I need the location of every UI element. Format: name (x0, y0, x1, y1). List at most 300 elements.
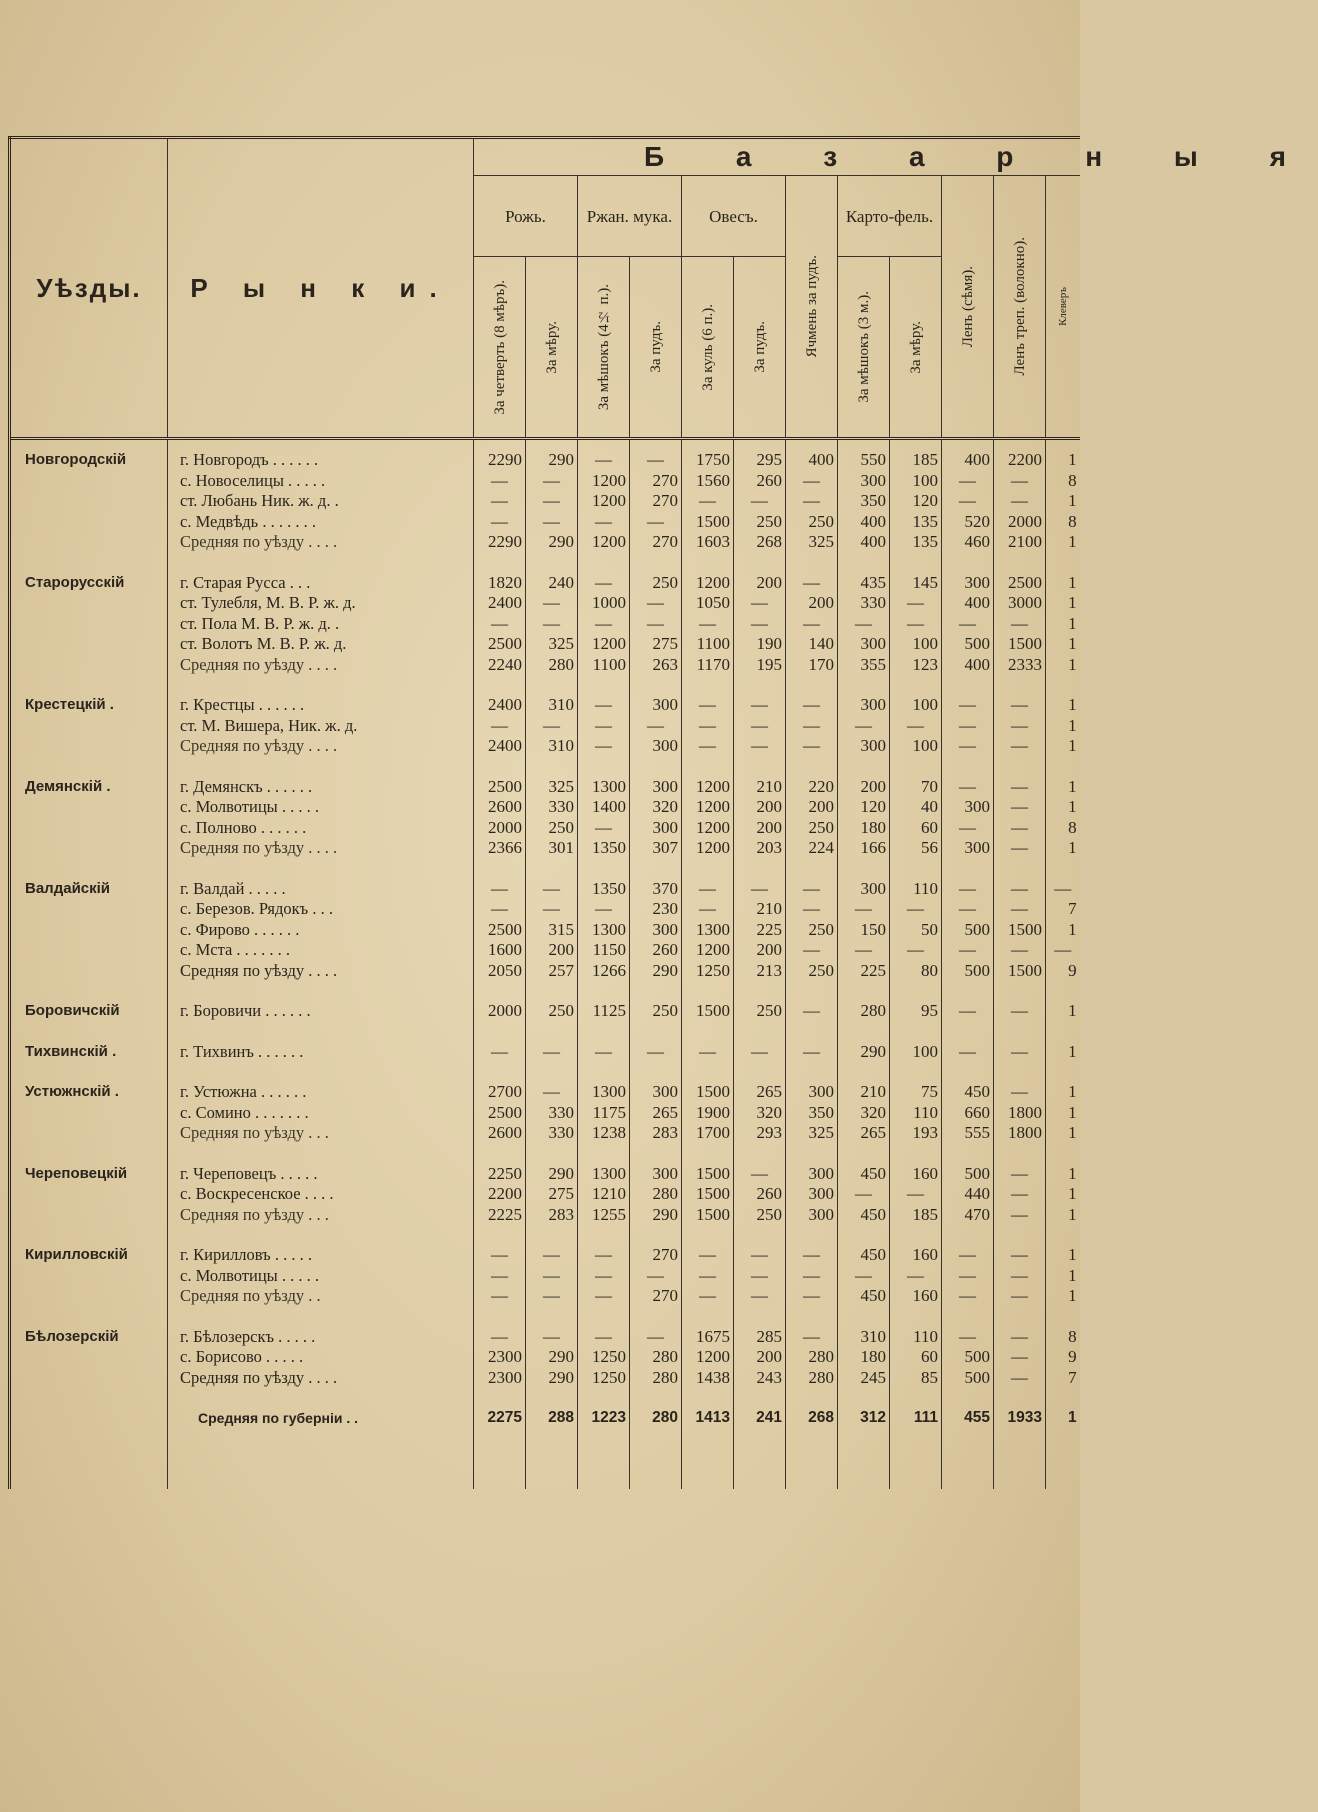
price-cell: — (682, 1245, 734, 1266)
price-cell: 257 (526, 961, 578, 982)
price-cell: 435 (838, 573, 890, 594)
price-cell: 275 (630, 634, 682, 655)
price-cell: — (474, 512, 526, 533)
price-cell: — (526, 614, 578, 635)
uezd-cell: Бѣлозерскій (10, 1327, 168, 1348)
price-cell: — (734, 1286, 786, 1307)
table-row (10, 634, 1080, 655)
price-cell: — (526, 879, 578, 900)
price-cell: 460 (942, 532, 994, 553)
price-cell: — (474, 1042, 526, 1063)
price-cell: — (474, 614, 526, 635)
market-cell: Средняя по уѣзду . . (168, 1286, 474, 1307)
price-cell: 1500 (682, 1001, 734, 1022)
price-cell: — (994, 797, 1046, 818)
market-cell: с. Сомино . . . . . . . (168, 1103, 474, 1124)
price-cell: — (578, 736, 630, 757)
uezd-cell (10, 1286, 168, 1307)
price-cell: 1255 (578, 1205, 630, 1226)
price-cell: 1900 (682, 1103, 734, 1124)
price-cell: 1500 (994, 634, 1046, 655)
price-cell: 1500 (682, 1164, 734, 1185)
price-cell: 1 (1046, 1205, 1080, 1226)
price-cell: 260 (630, 940, 682, 961)
price-cell: — (942, 818, 994, 839)
price-cell: 243 (734, 1368, 786, 1389)
price-cell: 307 (630, 838, 682, 859)
header-rzhan-meshok: За мѣшокъ (4½ п.). (578, 257, 630, 439)
price-cell: 270 (630, 491, 682, 512)
price-cell: 1 (1046, 491, 1080, 512)
header-rzhan-pud: За пудъ. (630, 257, 682, 439)
market-cell: Средняя по уѣзду . . . . (168, 1368, 474, 1389)
market-cell: ст. Любань Ник. ж. д. . (168, 491, 474, 512)
price-cell: 1210 (578, 1184, 630, 1205)
price-cell: — (994, 1347, 1046, 1368)
price-cell: — (838, 1184, 890, 1205)
uezd-cell: Валдайскій (10, 879, 168, 900)
price-cell: 330 (838, 593, 890, 614)
price-cell: 2300 (474, 1368, 526, 1389)
uezd-cell (10, 1103, 168, 1124)
price-cell: 2500 (474, 634, 526, 655)
table-row (10, 450, 1080, 471)
price-cell: — (786, 573, 838, 594)
price-cell: 300 (630, 695, 682, 716)
price-cell: 1 (1046, 573, 1080, 594)
price-cell: — (734, 695, 786, 716)
price-cell: — (474, 879, 526, 900)
price-cell: 1 (1046, 1042, 1080, 1063)
price-cell: 290 (526, 450, 578, 471)
price-cell: 325 (526, 634, 578, 655)
price-cell: 450 (838, 1164, 890, 1185)
price-cell: 8 (1046, 818, 1080, 839)
price-cell: 283 (526, 1205, 578, 1226)
price-cell: 300 (838, 879, 890, 900)
price-cell: 250 (734, 1205, 786, 1226)
price-cell: — (838, 899, 890, 920)
price-cell: 500 (942, 961, 994, 982)
row-gap (10, 1388, 1080, 1408)
price-cell: 2300 (474, 1347, 526, 1368)
price-cell: 1 (1046, 1266, 1080, 1287)
price-cell: 265 (630, 1103, 682, 1124)
price-cell: 8 (1046, 512, 1080, 533)
uezd-cell: Старорусскій (10, 573, 168, 594)
price-cell: — (734, 1042, 786, 1063)
price-cell: 660 (942, 1103, 994, 1124)
price-cell: 1 (1046, 1408, 1080, 1429)
header-rozh: Рожь. (474, 176, 578, 257)
price-cell: 1300 (578, 777, 630, 798)
price-cell: 2000 (474, 1001, 526, 1022)
table-body (10, 439, 1080, 1489)
price-cell: 195 (734, 655, 786, 676)
uezd-cell (10, 838, 168, 859)
price-cell: 250 (526, 1001, 578, 1022)
market-cell: г. Валдай . . . . . (168, 879, 474, 900)
market-cell: с. Воскресенское . . . . (168, 1184, 474, 1205)
price-cell: 1 (1046, 532, 1080, 553)
uezd-cell: Новгородскій (10, 450, 168, 471)
price-cell: 1200 (578, 634, 630, 655)
price-cell: — (942, 899, 994, 920)
price-cell: 241 (734, 1408, 786, 1429)
table-row (10, 940, 1080, 961)
price-cell: 300 (786, 1082, 838, 1103)
table-row (10, 512, 1080, 533)
market-cell: Средняя по уѣзду . . . . (168, 655, 474, 676)
price-cell: — (526, 1286, 578, 1307)
price-cell: 210 (734, 899, 786, 920)
price-cell: 1603 (682, 532, 734, 553)
price-cell: 268 (734, 532, 786, 553)
price-cell: — (786, 716, 838, 737)
header-yachmen: Ячмень за пудъ. (786, 176, 838, 439)
table-row (10, 491, 1080, 512)
price-cell: 1 (1046, 838, 1080, 859)
table-row (10, 1368, 1080, 1389)
table-row (10, 614, 1080, 635)
price-cell: 150 (838, 920, 890, 941)
price-cell: 1100 (682, 634, 734, 655)
table-row (10, 1327, 1080, 1348)
price-cell: — (526, 1245, 578, 1266)
price-cell: — (786, 1327, 838, 1348)
price-cell: — (526, 491, 578, 512)
table-row-average (10, 1205, 1080, 1226)
price-cell: 1 (1046, 716, 1080, 737)
market-cell: Средняя по уѣзду . . . . (168, 838, 474, 859)
price-cell: 290 (630, 961, 682, 982)
price-cell: — (994, 1368, 1046, 1389)
price-cell: 1200 (682, 1347, 734, 1368)
price-cell: 110 (890, 1327, 942, 1348)
price-cell: 1 (1046, 736, 1080, 757)
price-cell: 1 (1046, 655, 1080, 676)
price-cell: — (994, 491, 1046, 512)
price-cell: — (526, 471, 578, 492)
price-cell: 140 (786, 634, 838, 655)
price-cell: 500 (942, 1347, 994, 1368)
price-cell: 1700 (682, 1123, 734, 1144)
price-cell: 500 (942, 1368, 994, 1389)
price-cell: 1125 (578, 1001, 630, 1022)
price-cell: 160 (890, 1286, 942, 1307)
price-cell: 135 (890, 532, 942, 553)
price-cell: — (474, 491, 526, 512)
price-cell: — (474, 899, 526, 920)
price-cell: 166 (838, 838, 890, 859)
price-cell: 310 (838, 1327, 890, 1348)
price-cell: — (838, 940, 890, 961)
uezd-cell (10, 1368, 168, 1389)
table-row-average (10, 736, 1080, 757)
row-gap (10, 757, 1080, 777)
price-cell: 2250 (474, 1164, 526, 1185)
price-cell: 1 (1046, 920, 1080, 941)
price-cell: 200 (734, 1347, 786, 1368)
price-cell: — (630, 450, 682, 471)
price-cell: 400 (942, 655, 994, 676)
price-cell: 1500 (682, 1082, 734, 1103)
price-cell: 210 (734, 777, 786, 798)
price-cell: — (994, 1286, 1046, 1307)
table-row (10, 1042, 1080, 1063)
price-cell: 295 (734, 450, 786, 471)
price-cell: 245 (838, 1368, 890, 1389)
market-cell: Средняя по уѣзду . . . (168, 1123, 474, 1144)
price-cell: 1170 (682, 655, 734, 676)
table-row (10, 1266, 1080, 1287)
price-cell: — (578, 1266, 630, 1287)
market-cell: г. Череповецъ . . . . . (168, 1164, 474, 1185)
price-cell: 1200 (578, 471, 630, 492)
price-cell: 310 (526, 736, 578, 757)
price-cell: 280 (630, 1347, 682, 1368)
price-cell: 293 (734, 1123, 786, 1144)
market-cell: с. Новоселицы . . . . . (168, 471, 474, 492)
price-cell: 120 (838, 797, 890, 818)
price-cell: 190 (734, 634, 786, 655)
price-cell: 268 (786, 1408, 838, 1429)
price-cell: 455 (942, 1408, 994, 1429)
table-row (10, 1164, 1080, 1185)
price-cell: — (994, 940, 1046, 961)
price-cell: — (578, 614, 630, 635)
price-cell: — (890, 899, 942, 920)
price-cell: 1 (1046, 1245, 1080, 1266)
price-cell: 1750 (682, 450, 734, 471)
price-cell: 2400 (474, 695, 526, 716)
price-cell: 2400 (474, 593, 526, 614)
price-cell: — (994, 695, 1046, 716)
price-cell: 250 (630, 1001, 682, 1022)
price-cell: — (994, 1164, 1046, 1185)
price-cell: 240 (526, 573, 578, 594)
price-cell: 200 (838, 777, 890, 798)
price-cell: 1300 (682, 920, 734, 941)
table-row (10, 961, 1080, 982)
price-cell: 1 (1046, 1184, 1080, 1205)
price-cell: — (994, 818, 1046, 839)
uezd-cell (10, 1184, 168, 1205)
price-cell: 280 (838, 1001, 890, 1022)
price-cell: 470 (942, 1205, 994, 1226)
price-cell: — (630, 716, 682, 737)
price-cell: 300 (630, 818, 682, 839)
table-row (10, 797, 1080, 818)
price-cell: 1200 (682, 940, 734, 961)
price-cell: 270 (630, 1286, 682, 1307)
price-cell: — (734, 1266, 786, 1287)
market-cell: ст. Пола М. В. Р. ж. д. . (168, 614, 474, 635)
price-cell: — (578, 1042, 630, 1063)
row-gap (10, 1144, 1080, 1164)
price-cell: 400 (838, 532, 890, 553)
price-cell: 320 (838, 1103, 890, 1124)
price-cell: 225 (838, 961, 890, 982)
header-oves-kul: За куль (6 п.). (682, 257, 734, 439)
table-row (10, 1082, 1080, 1103)
price-cell: 1500 (994, 961, 1046, 982)
price-cell: 300 (838, 471, 890, 492)
price-cell: 280 (630, 1368, 682, 1389)
table-row (10, 818, 1080, 839)
price-cell: — (734, 1164, 786, 1185)
market-cell: Средняя по губерніи . . (168, 1408, 474, 1429)
price-cell: 1 (1046, 797, 1080, 818)
price-cell: — (734, 1245, 786, 1266)
price-cell: 210 (838, 1082, 890, 1103)
price-cell: 185 (890, 450, 942, 471)
price-cell: 2050 (474, 961, 526, 982)
price-cell: 300 (630, 1082, 682, 1103)
price-cell: 280 (630, 1184, 682, 1205)
price-cell: 280 (630, 1408, 682, 1429)
price-cell: 120 (890, 491, 942, 512)
price-cell: 2100 (994, 532, 1046, 553)
price-cell: 200 (526, 940, 578, 961)
price-cell: 290 (526, 1164, 578, 1185)
price-cell: — (474, 1286, 526, 1307)
table-row (10, 1184, 1080, 1205)
price-cell: 1413 (682, 1408, 734, 1429)
price-cell: 1175 (578, 1103, 630, 1124)
price-cell: 200 (734, 797, 786, 818)
price-cell: — (942, 1286, 994, 1307)
price-cell: 1560 (682, 471, 734, 492)
price-cell: 370 (630, 879, 682, 900)
price-cell: 2500 (474, 777, 526, 798)
table-row (10, 573, 1080, 594)
price-cell: 250 (786, 512, 838, 533)
market-cell: с. Березов. Рядокъ . . . (168, 899, 474, 920)
price-cell: — (994, 1001, 1046, 1022)
header-uezd: Уѣзды. (10, 138, 168, 439)
price-cell: — (942, 1327, 994, 1348)
price-cell: 300 (630, 777, 682, 798)
uezd-cell (10, 1205, 168, 1226)
price-cell: — (942, 614, 994, 635)
price-cell: — (786, 695, 838, 716)
price-cell: — (942, 491, 994, 512)
price-cell: — (942, 777, 994, 798)
price-cell: 290 (526, 1368, 578, 1389)
price-cell: 60 (890, 818, 942, 839)
price-cell: 100 (890, 634, 942, 655)
price-cell: — (682, 736, 734, 757)
price-cell: — (734, 736, 786, 757)
price-cell: — (786, 491, 838, 512)
price-cell: 265 (734, 1082, 786, 1103)
price-cell: 1250 (682, 961, 734, 982)
price-cell: 200 (786, 593, 838, 614)
price-cell: — (786, 940, 838, 961)
header-oves-pud: За пудъ. (734, 257, 786, 439)
price-cell: 330 (526, 797, 578, 818)
price-cell: — (578, 716, 630, 737)
price-cell: 320 (734, 1103, 786, 1124)
price-cell: 111 (890, 1408, 942, 1429)
header-kart-mera: За мѣру. (890, 257, 942, 439)
table-row-average (10, 1286, 1080, 1307)
price-cell: 450 (838, 1245, 890, 1266)
uezd-cell (10, 1347, 168, 1368)
price-cell: — (942, 736, 994, 757)
uezd-cell (10, 940, 168, 961)
price-cell: — (942, 940, 994, 961)
uezd-cell (10, 491, 168, 512)
price-cell: — (942, 1042, 994, 1063)
market-cell: г. Кирилловъ . . . . . (168, 1245, 474, 1266)
price-cell: — (474, 471, 526, 492)
price-cell: — (942, 879, 994, 900)
price-cell: — (890, 593, 942, 614)
header-rzhan: Ржан. мука. (578, 176, 682, 257)
price-cell: 80 (890, 961, 942, 982)
table-row (10, 1001, 1080, 1022)
price-cell: 2333 (994, 655, 1046, 676)
price-cell: 300 (942, 797, 994, 818)
price-cell: — (942, 1001, 994, 1022)
price-cell: 180 (838, 818, 890, 839)
price-cell: 110 (890, 879, 942, 900)
price-cell: 185 (890, 1205, 942, 1226)
price-cell: 224 (786, 838, 838, 859)
price-cell: 1300 (578, 1082, 630, 1103)
header-rozh-mera: За мѣру. (526, 257, 578, 439)
price-cell: — (786, 471, 838, 492)
price-cell: — (630, 1042, 682, 1063)
price-cell: 300 (630, 1164, 682, 1185)
price-cell: 1200 (682, 797, 734, 818)
uezd-cell (10, 532, 168, 553)
uezd-cell (10, 471, 168, 492)
price-cell: 60 (890, 1347, 942, 1368)
price-cell: 350 (838, 491, 890, 512)
price-cell: 1300 (578, 1164, 630, 1185)
price-cell: 110 (890, 1103, 942, 1124)
price-cell: 225 (734, 920, 786, 941)
price-cell: — (578, 1286, 630, 1307)
price-cell: 1500 (682, 512, 734, 533)
price-cell: — (474, 716, 526, 737)
price-cell: 250 (786, 961, 838, 982)
price-cell: 9 (1046, 1347, 1080, 1368)
price-cell: 300 (838, 695, 890, 716)
price-cell: 2200 (994, 450, 1046, 471)
price-cell: — (942, 1266, 994, 1287)
market-cell: г. Бѣлозерскъ . . . . . (168, 1327, 474, 1348)
price-cell: 400 (786, 450, 838, 471)
price-cell: — (630, 614, 682, 635)
row-gap (10, 859, 1080, 879)
price-cell: 1800 (994, 1123, 1046, 1144)
price-cell: 2500 (474, 1103, 526, 1124)
uezd-cell (10, 1408, 168, 1429)
price-cell: — (994, 736, 1046, 757)
market-cell: г. Боровичи . . . . . . (168, 1001, 474, 1022)
uezd-cell: Боровичскій (10, 1001, 168, 1022)
price-cell: — (942, 1245, 994, 1266)
row-gap (10, 553, 1080, 573)
price-cell: 1500 (682, 1205, 734, 1226)
market-cell: Средняя по уѣзду . . . . (168, 532, 474, 553)
price-cell: 250 (734, 1001, 786, 1022)
price-cell: 1 (1046, 593, 1080, 614)
